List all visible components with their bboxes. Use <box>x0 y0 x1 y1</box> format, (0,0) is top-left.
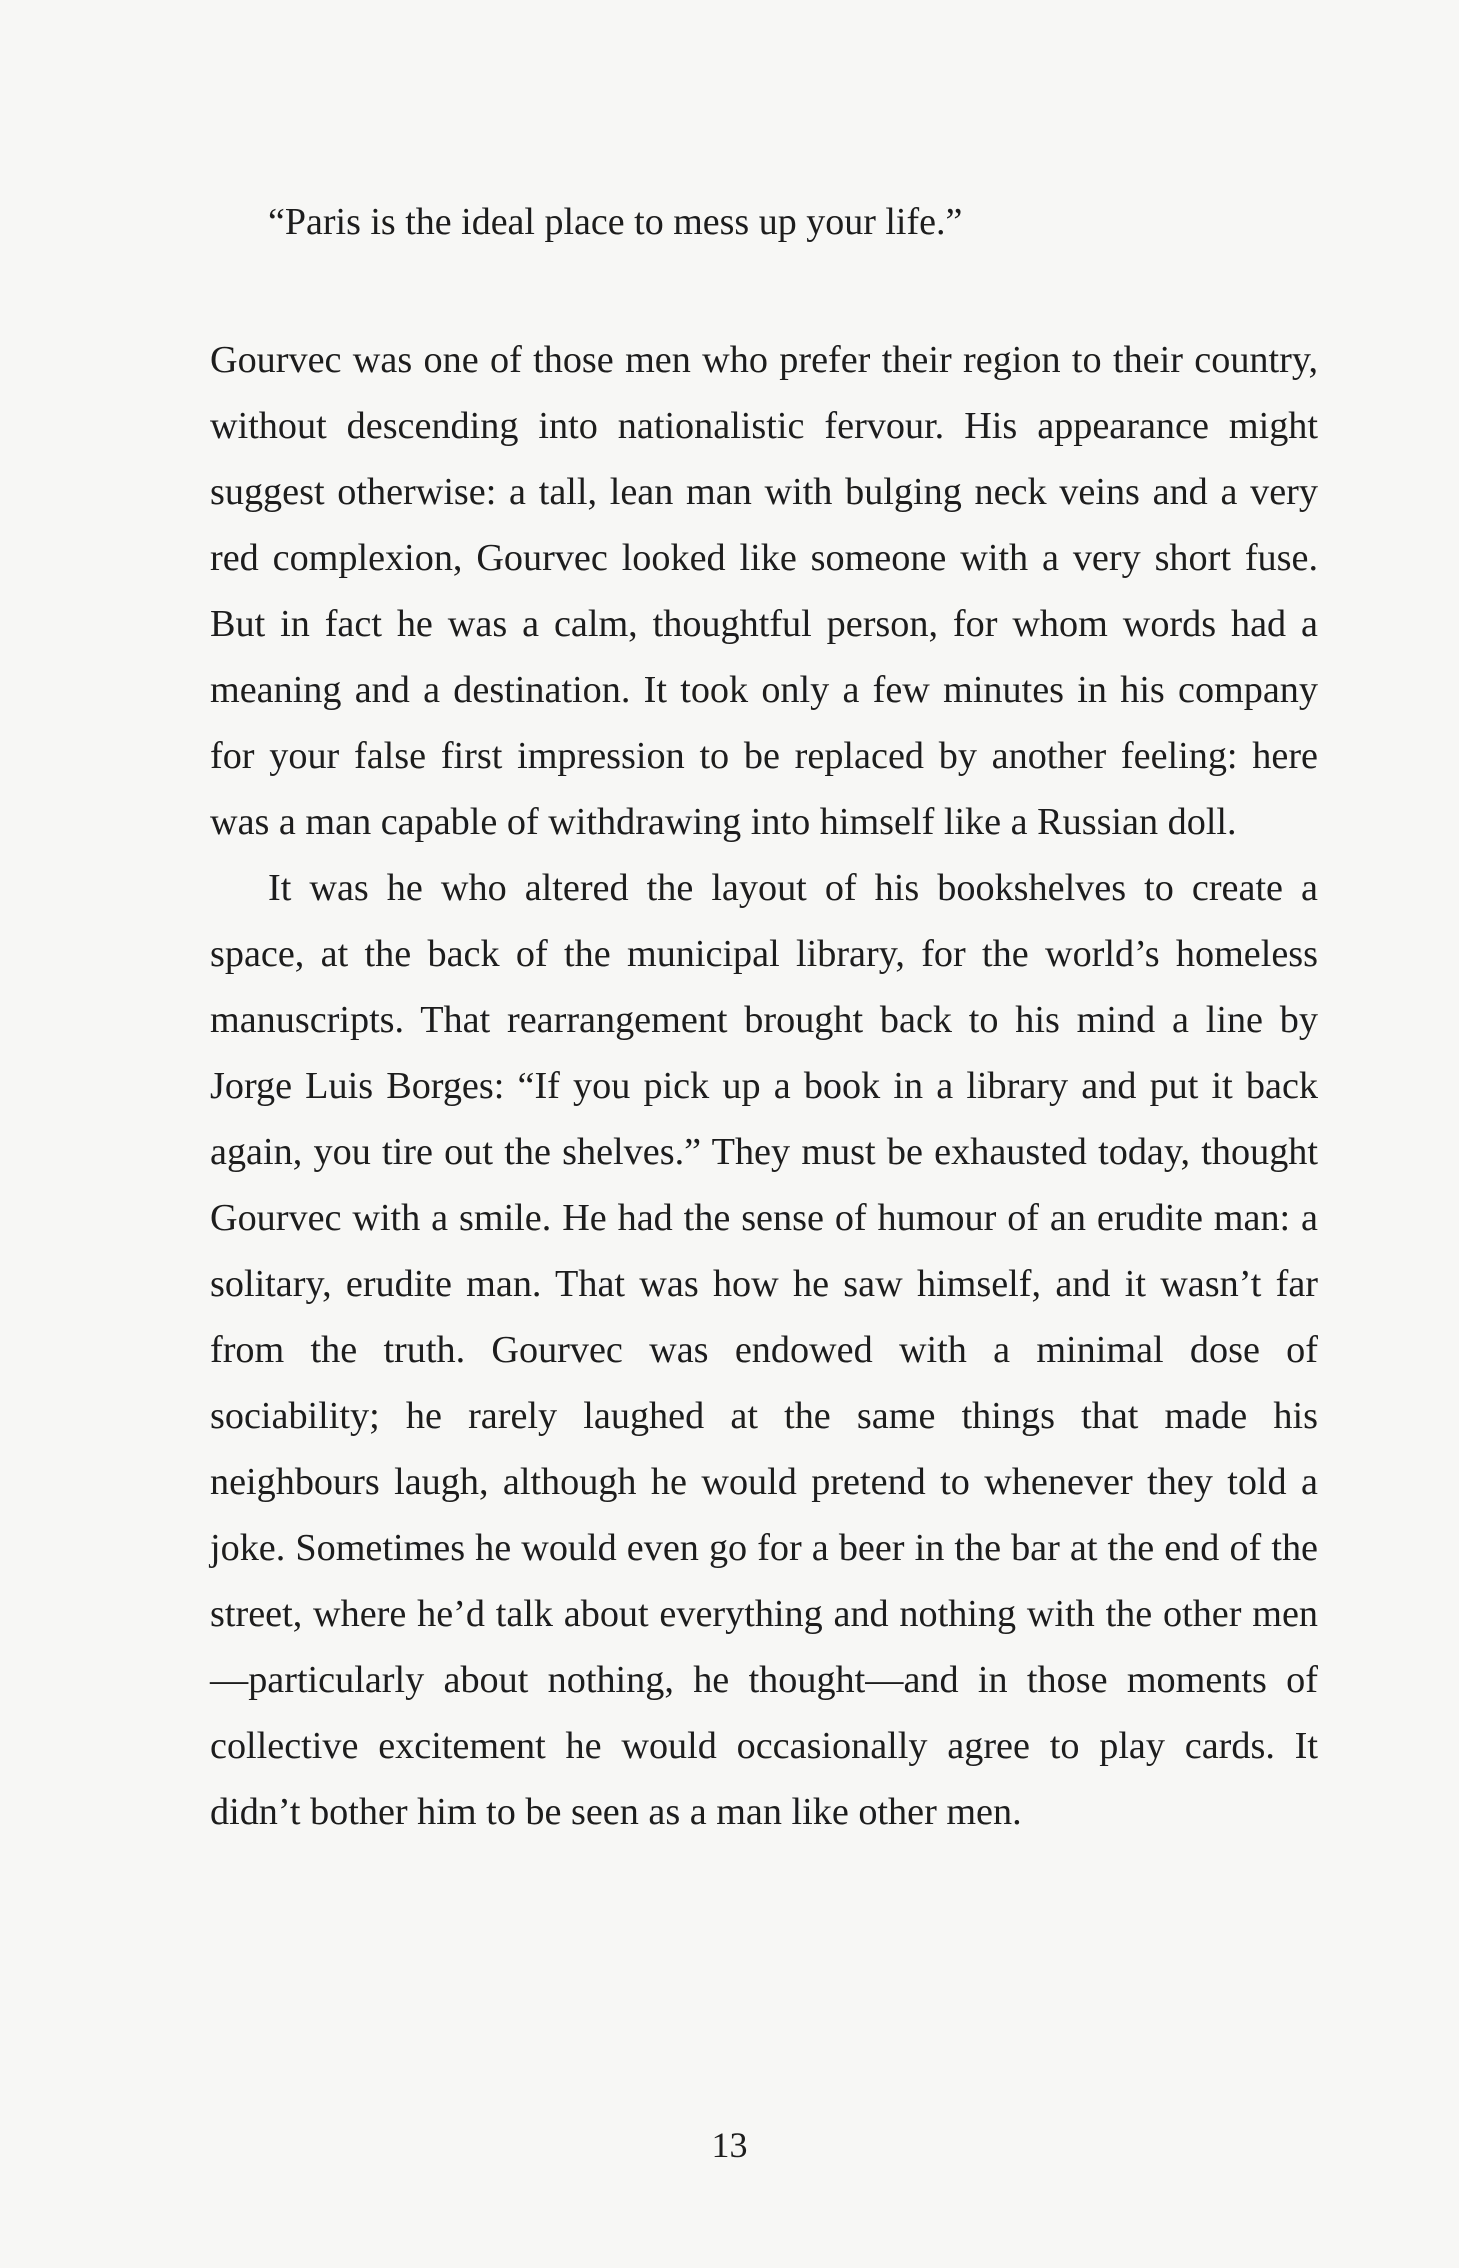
paragraph-1: Gourvec was one of those men who prefer their region to their country, without descending into nationalistic fervour. His appearance might suggest otherwise: a tall, lean man with bulging neck veins and a very red complexion, Gourvec looked like someone with a very short fuse. But in fact he was a calm, thoughtful person, for whom words had a meaning and a destination. It took only a few minutes in his company for your false first impression to be replaced by another feeling: here was a man capable of withdrawing into himself like a Russian doll. <box>210 339 1318 843</box>
epigraph-quote: “Paris is the ideal place to mess up your life.” <box>268 201 963 243</box>
body-text <box>210 327 1318 1845</box>
paragraph-2: It was he who altered the layout of his bookshelves to create a space, at the back of the municipal library, for the world’s homeless manuscripts. That rearrangement brought back to his mind a line by Jorge Luis Borges: “If you pick up a book in a library and put it back again, you tire out the shelves.” They must be exhausted today, thought Gourvec with a smile. He had the sense of humour of an erudite man: a solitary, erudite man. That was how he saw himself, and it wasn’t far from the truth. Gourvec was endowed with a minimal dose of sociability; he rarely laughed at the same things that made his neighbours laugh, although he would pretend to whenever they told a joke. Sometimes he would even go for a beer in the bar at the end of the street, where he’d talk about everything and nothing with the other men—particularly about nothing, he thought—and in those moments of collective excitement he would occasionally agree to play cards. It didn’t bother him to be seen as a man like other men. <box>210 867 1318 1833</box>
page-number: 13 <box>711 2125 748 2165</box>
